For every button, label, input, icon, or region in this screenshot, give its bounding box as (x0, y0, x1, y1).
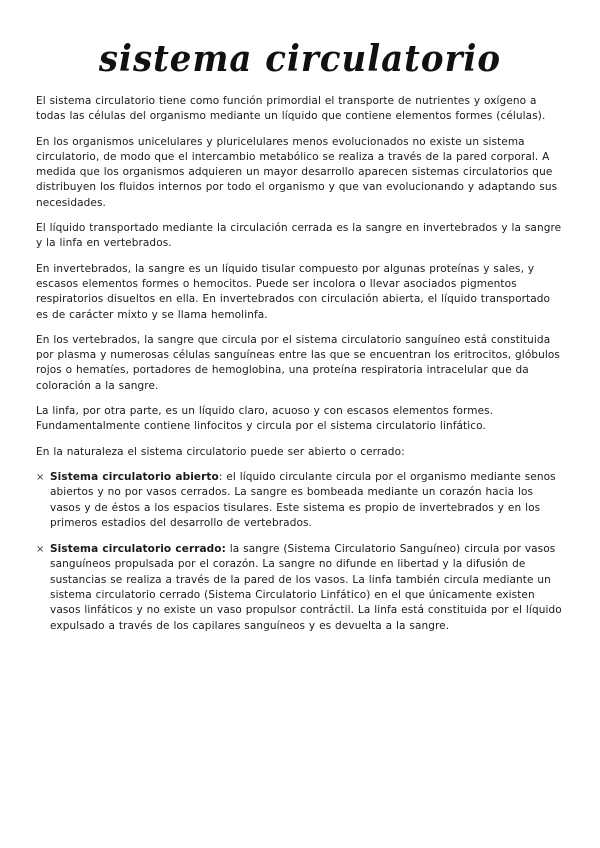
circulatory-types-list (36, 470, 564, 634)
list-item-closed-system (36, 542, 564, 634)
paragraph-intro: El sistema circulatorio tiene como función primordial el transporte de nutrientes y oxígeno a todas las células del organismo mediante un líquido que contiene elementos formes (células). (36, 95, 546, 123)
paragraph-lymph: La linfa, por otra parte, es un líquido claro, acuoso y con escasos elementos formes. Fundamentalmente contiene linfocitos y circula por el sistema circulatorio linfático. (36, 405, 494, 433)
term-closed-system: Sistema circulatorio cerrado: (50, 543, 226, 556)
paragraph-vertebrates: En los vertebrados, la sangre que circula por el sistema circulatorio sanguíneo está constituida por plasma y numerosas células sanguíneas entre las que se encuentran los eritrocitos, glóbulos rojos o hematíes, portadores de hemoglobina, una proteína respiratoria intracelular que da coloración a la sangre. (36, 333, 560, 392)
list-item-open-system (36, 470, 564, 531)
paragraph-transported-liquid: El líquido transportado mediante la circulación cerrada es la sangre en invertebrados y la sangre y la linfa en vertebrados. (36, 222, 562, 250)
term-open-system: Sistema circulatorio abierto (50, 470, 219, 483)
paragraph-types-intro: En la naturaleza el sistema circulatorio puede ser abierto o cerrado: (36, 445, 405, 458)
page-title: sistema circulatorio (98, 37, 502, 81)
cross-bullet-icon: × (36, 544, 45, 556)
description-closed-system: la sangre (Sistema Circulatorio Sanguíneo) circula por vasos sanguíneos propulsada por el corazón. La sangre no difunde en libertad y la difusión de sustancias se realiza a través de la pared de los vasos. La linfa también circula mediante un sistema circulatorio cerrado (Sistema Circulatorio Linfático) en el que únicamente existen vasos linfáticos y no existe un vaso propulsor contráctil. La linfa está constituida por el líquido expulsado a través de los capilares sanguíneos y es devuelta a la sangre. (50, 543, 562, 632)
document-body (36, 94, 564, 634)
paragraph-invertebrates: En invertebrados, la sangre es un líquido tisular compuesto por algunas proteínas y sales, y escasos elementos formes o hemocitos. Puede ser incolora o llevar asociados pigmentos respiratorios disueltos en ella. En invertebrados con circulación abierta, el líquido transportado es de carácter mixto y se llama hemolinfa. (36, 262, 551, 321)
cross-bullet-icon: × (36, 471, 45, 483)
description-open-system: : el líquido circulante circula por el organismo mediante senos abiertos y no por vasos cerrados. La sangre es bombeada mediante un corazón hacia los vasos y de éstos a los espacios tisulares. Este sistema es propio de invertebrados y en los primeros estadios del desarrollo de vertebrados. (50, 470, 556, 529)
paragraph-unicellular: En los organismos unicelulares y pluricelulares menos evolucionados no existe un sistema circulatorio, de modo que el intercambio metabólico se realiza a través de la pared corporal. A medida que los organismos adquieren un mayor desarrollo aparecen sistemas circulatorios que distribuyen los fluidos internos por todo el organismo y que van evolucionando y adaptando sus necesidades. (36, 135, 558, 209)
